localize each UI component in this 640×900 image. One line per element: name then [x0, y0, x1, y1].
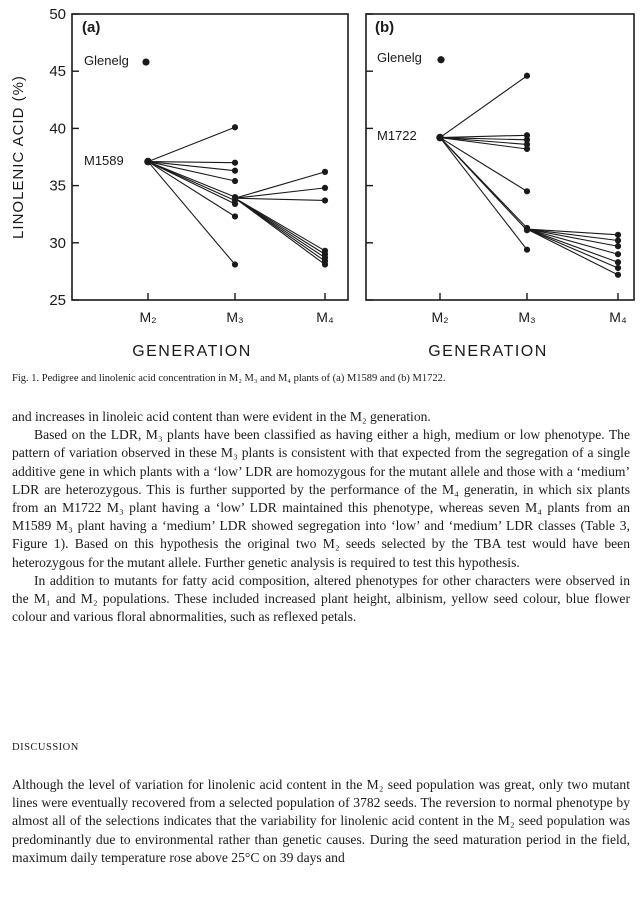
pedigree-line	[527, 229, 618, 254]
m4-point	[615, 251, 621, 257]
m3-point	[232, 178, 238, 184]
discussion-text	[12, 776, 630, 867]
panel-b	[366, 14, 634, 360]
parent-label-a: M1589	[84, 153, 124, 168]
pedigree-line	[148, 127, 235, 161]
panel-a-label: (a)	[82, 19, 101, 36]
m3-point	[232, 124, 238, 130]
pedigree-line	[527, 229, 618, 275]
x-axis-ticks-a	[139, 293, 334, 325]
pedigree-line	[148, 162, 235, 265]
y-axis-ticks	[49, 6, 79, 309]
m3-point	[524, 247, 530, 253]
m4-point	[615, 243, 621, 249]
pedigree-line	[148, 162, 235, 204]
pedigree-line	[440, 76, 527, 138]
m3-point	[524, 73, 530, 79]
x-tick-label: M₄	[609, 309, 627, 325]
glenelg-point	[437, 56, 444, 63]
glenelg-label-a: Glenelg	[84, 53, 129, 68]
y-tick-label: 50	[49, 6, 66, 23]
m3-point	[232, 168, 238, 174]
x-axis-title-b: GENERATION	[428, 343, 548, 360]
panel-b-label: (b)	[375, 19, 395, 36]
paragraph: Although the level of variation for linolenic acid content in the M₂ seed population was great, only two mutant lines were eventually recovered from a selected population of 3782 seeds. The reversion to normal phenotype by almost all of the selections indicates that the variability for linolenic acid content in the M₂ seed population was predominantly due to environmental rather than genetic causes. During the seed maturation period in the field, maximum daily temperature rose above 25°C on 39 days and	[12, 777, 630, 865]
glenelg-point	[142, 58, 149, 65]
x-tick-label: M₃	[518, 309, 536, 325]
pedigree-line	[440, 135, 527, 137]
x-tick-label: M₃	[226, 309, 244, 325]
y-tick-label: 45	[49, 63, 66, 81]
figure-caption: Fig. 1. Pedigree and linolenic acid concentration in M₂ M₃ and M₄ plants of (a) M1589 and (b) M1722.	[12, 373, 446, 384]
section-heading: DISCUSSION	[12, 742, 79, 753]
pedigree-line	[235, 188, 325, 198]
paragraph: Based on the LDR, M₃ plants have been classified as having either a high, medium or low phenotype. The pattern of variation observed in these M₃ plants is consistent with that expected from the segregation of a single additive gene in which plants with a ‘low’ LDR are homozygous for the mutant allele and those with a ‘medium’ LDR are heterozygous. This is further supported by the performance of the M₄ generatin, in which six plants from an M1722 M₃ plant having a ‘low’ LDR maintained this phenotype, whereas seven M₄ plants from an M1589 M₃ plant having a ‘medium’ LDR showed segregation into ‘low’ and ‘medium’ LDR classes (Table 3, Figure 1). Based on this hypothesis the original two M₂ seeds selected by the TBA test would have been heterozygous for the mutant allele. Further genetic analysis is required to test this hypothesis.	[12, 427, 630, 570]
m4-point	[615, 232, 621, 238]
m3-point	[524, 188, 530, 194]
panel-a	[10, 6, 348, 360]
y-axis-ticks-b	[366, 14, 373, 300]
x-tick-label: M₂	[139, 309, 157, 325]
m3-point	[232, 160, 238, 166]
m4-point	[322, 185, 328, 191]
pedigree-lines-b	[440, 76, 618, 275]
m3-point	[524, 227, 530, 233]
m4-point	[322, 169, 328, 175]
paragraph: and increases in linoleic acid content than were evident in the M₂ generation.	[12, 409, 431, 424]
parent-point	[144, 158, 152, 166]
m3-point	[232, 213, 238, 219]
results-text	[12, 408, 630, 626]
m3-point	[232, 201, 238, 207]
pedigree-line	[235, 198, 325, 264]
pedigree-line	[235, 172, 325, 198]
data-points-b	[436, 56, 621, 278]
x-axis-title-a: GENERATION	[132, 343, 252, 360]
m3-point	[232, 261, 238, 267]
glenelg-label-b: Glenelg	[377, 50, 422, 65]
m4-point	[615, 237, 621, 243]
parent-label-b: M1722	[377, 128, 417, 143]
x-tick-label: M₄	[316, 309, 334, 325]
pedigree-line	[440, 138, 527, 250]
y-tick-label: 30	[49, 234, 66, 252]
y-axis-title: LINOLENIC ACID (%)	[10, 75, 27, 239]
m4-point	[615, 265, 621, 271]
m4-point	[322, 197, 328, 203]
m3-point	[524, 146, 530, 152]
m4-point	[322, 261, 328, 267]
paragraph: In addition to mutants for fatty acid composition, altered phenotypes for other characters were observed in the M₁ and M₂ populations. These included increased plant height, albinism, yellow seed colour, blue flower colour and various floral abnormalities, such as reflexed petals.	[12, 572, 630, 625]
m4-point	[615, 272, 621, 278]
y-tick-label: 35	[49, 177, 66, 195]
pedigree-line	[148, 162, 235, 181]
y-tick-label: 40	[49, 120, 66, 138]
pedigree-line	[235, 198, 325, 200]
y-tick-label: 25	[49, 292, 66, 309]
x-axis-ticks-b	[431, 293, 627, 325]
parent-point	[436, 134, 444, 142]
pedigree-figure	[0, 0, 640, 370]
m4-point	[615, 259, 621, 265]
x-tick-label: M₂	[431, 309, 449, 325]
